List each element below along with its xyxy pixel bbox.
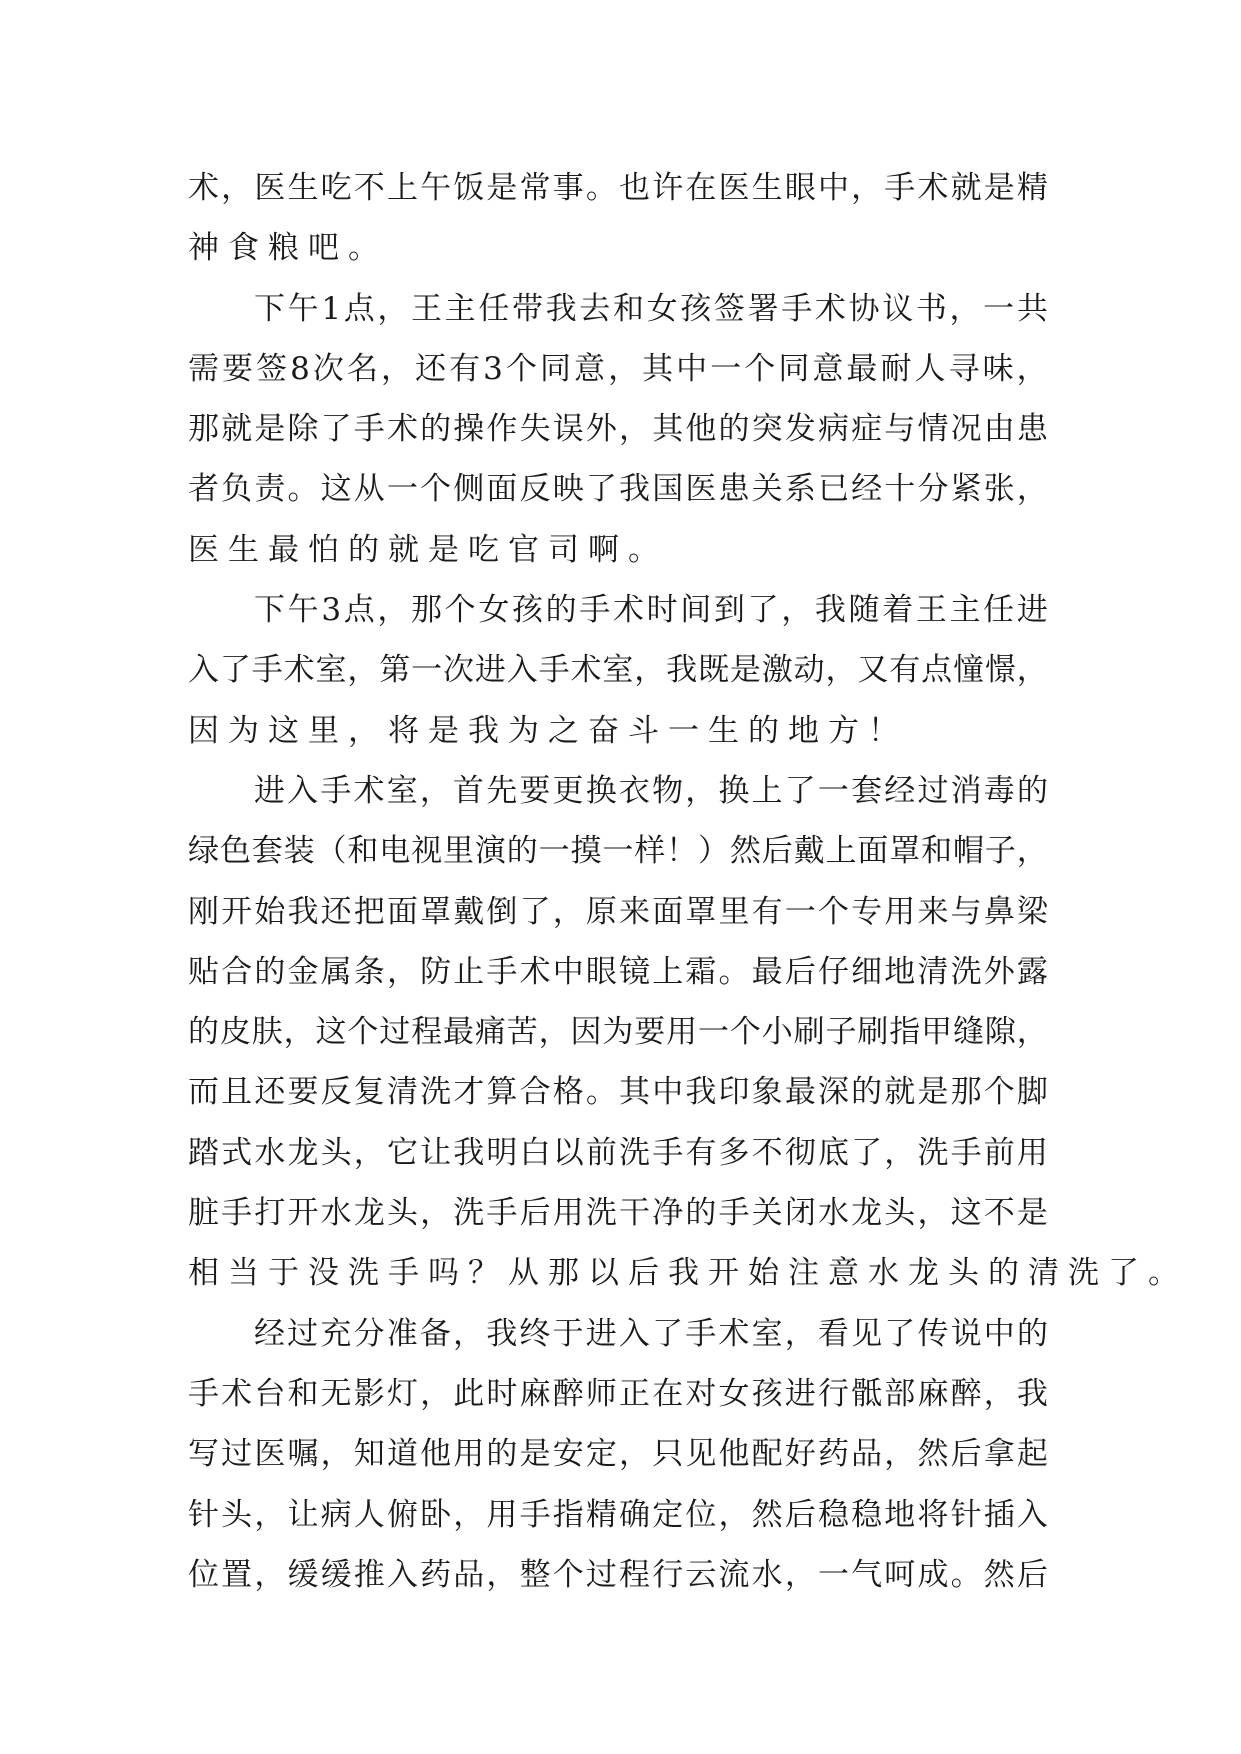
text-line: 脏 手 打 开 水 龙 头 ， 洗 手 后 用 洗 干 净 的 手 关 闭 水 龙 头 ， 这 不 是 (188, 1195, 1048, 1232)
text-line: 而 且 还 要 反 复 清 洗 才 算 合 格 。 其 中 我 印 象 最 深 的 就 是 那 个 脚 (188, 1074, 1048, 1111)
text-line: 写 过 医 嘱 ， 知 道 他 用 的 是 安 定 ， 只 见 他 配 好 药 品 ， 然 后 拿 起 (188, 1436, 1048, 1473)
text-line: 绿 色 套 装 （ 和 电 视 里 演 的 一 摸 一 样 ！ ） 然 后 戴 上 面 罩 和 帽 子 ， (188, 833, 1048, 870)
text-line: 需 要 签 8 次 名 ， 还 有 3 个 同 意 ， 其 中 一 个 同 意 最 耐 人 寻 味 ， (188, 350, 1048, 387)
text-line: 针 头 ， 让 病 人 俯 卧 ， 用 手 指 精 确 定 位 ， 然 后 稳 稳 地 将 针 插 入 (188, 1496, 1048, 1533)
text-line: 神食粮吧。 (188, 230, 388, 267)
text-line: 术 ， 医 生 吃 不 上 午 饭 是 常 事 。 也 许 在 医 生 眼 中 ， 手 术 就 是 精 (188, 170, 1048, 206)
document-body (188, 158, 1188, 1605)
text-line: 那 就 是 除 了 手 术 的 操 作 失 误 外 ， 其 他 的 突 发 病 症 与 情 况 由 患 (188, 411, 1048, 448)
text-line: 经 过 充 分 准 备 ， 我 终 于 进 入 了 手 术 室 ， 看 见 了 传 说 中 的 (254, 1315, 1048, 1352)
text-line: 因为这里，将是我为之奋斗一生的地方！ (188, 712, 908, 749)
text-line: 进 入 手 术 室 ， 首 先 要 更 换 衣 物 ， 换 上 了 一 套 经 过 消 毒 的 (254, 772, 1048, 809)
text-line: 者 负 责 。 这 从 一 个 侧 面 反 映 了 我 国 医 患 关 系 已 经 十 分 紧 张 ， (188, 471, 1048, 508)
text-line: 相当于没洗手吗？从那以后我开始注意水龙头的清洗了。 (188, 1255, 1188, 1292)
text-line: 位 置 ， 缓 缓 推 入 药 品 ， 整 个 过 程 行 云 流 水 ， 一 气 呵 成 。 然 后 (188, 1556, 1048, 1593)
text-line: 的 皮 肤 ， 这 个 过 程 最 痛 苦 ， 因 为 要 用 一 个 小 刷 子 刷 指 甲 缝 隙 ， (188, 1014, 1048, 1051)
text-line: 踏 式 水 龙 头 ， 它 让 我 明 白 以 前 洗 手 有 多 不 彻 底 了 ， 洗 手 前 用 (188, 1134, 1048, 1171)
text-line: 医生最怕的就是吃官司啊。 (188, 531, 668, 568)
text-line: 刚 开 始 我 还 把 面 罩 戴 倒 了 ， 原 来 面 罩 里 有 一 个 专 用 来 与 鼻 梁 (188, 893, 1048, 930)
text-line: 入 了 手 术 室 ， 第 一 次 进 入 手 术 室 ， 我 既 是 激 动 ， 又 有 点 憧 憬 ， (188, 652, 1048, 689)
text-line: 下 午 3 点 ， 那 个 女 孩 的 手 术 时 间 到 了 ， 我 随 着 王 主 任 进 (254, 592, 1048, 629)
text-line: 贴 合 的 金 属 条 ， 防 止 手 术 中 眼 镜 上 霜 。 最 后 仔 细 地 清 洗 外 露 (188, 953, 1048, 990)
text-line: 下 午 1 点 ， 王 主 任 带 我 去 和 女 孩 签 署 手 术 协 议 书 ， 一 共 (254, 290, 1048, 327)
text-line: 手 术 台 和 无 影 灯 ， 此 时 麻 醉 师 正 在 对 女 孩 进 行 骶 部 麻 醉 ， 我 (188, 1375, 1048, 1412)
